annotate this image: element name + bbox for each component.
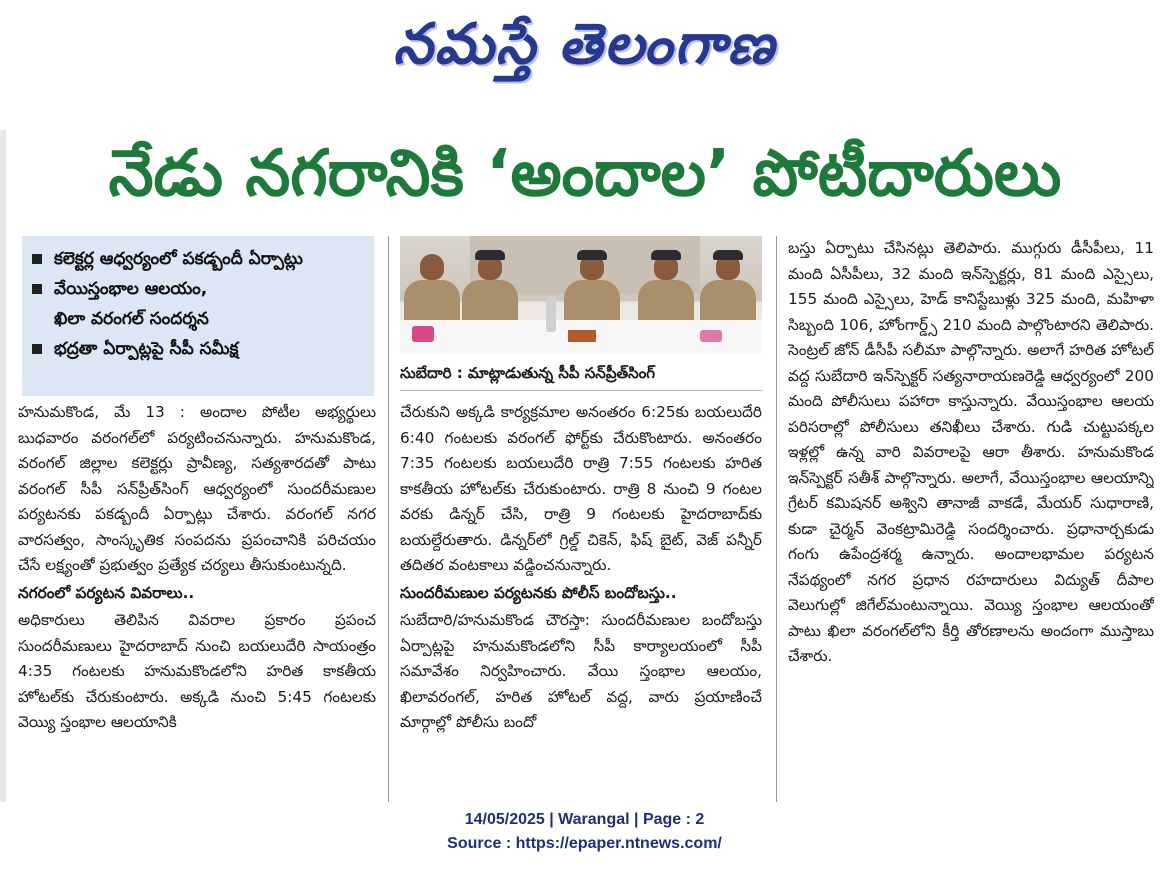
highlight-item [32,334,364,364]
highlight-item [32,244,364,274]
edition-info: 14/05/2025 | Warangal | Page : 2 [464,811,705,828]
article-paragraph: సుబేదారి/హనుమకొండ చౌరస్తా: సుందరీమణుల బందోబస్తు ఏర్పాట్లపై హనుమకొండలోని సీపీ కార్యాలయంలో సీపీ సమావేశం నిర్వహించారు. వేయి స్తంభాల ఆలయం, ఖిలావరంగల్, హరిత హోటల్ వద్ద, వారు ప్రయాణించే మార్గాల్లో పోలీసు బందో [400,611,762,731]
flower-decoration [700,330,722,342]
highlight-item-continued [32,304,364,334]
source-link[interactable]: Source : https://epaper.ntnews.com/ [447,835,722,852]
highlight-text: ఖిలా వరంగల్ సందర్శన [54,309,209,329]
article-paragraph: హనుమకొండ, మే 13 : అందాల పోటీల అభ్యర్థులు బుధవారం వరంగల్‌లో పర్యటించనున్నారు. హనుమకొండ, వరంగల్ జిల్లాల కలెక్టర్లు ప్రావీణ్య, సత్యశారదతో పాటు వరంగల్ సీపీ సన్‌ప్రీత్‌సింగ్ ఆధ్వర్యంలో సుందరీమణుల పర్యటనకు పకడ్బందీ ఏర్పాట్లు చేశారు. వరంగల్ నగర వారసత్వం, సాంస్కృతిక సంపదను ప్రపంచానికి పరిచయం చేసే లక్ష్యంతో ప్రభుత్వం ప్రత్యేక చర్యలు తీసుకుంటున్నది. [18,403,376,574]
masthead [0,0,1169,92]
highlights-box [22,236,374,396]
article-subheading: సుందరీమణుల పర్యటనకు పోలీస్ బందోబస్తు.. [400,583,677,602]
article-paragraph: బస్తు ఏర్పాటు చేసినట్లు తెలిపారు. ముగ్గురు డీసీపీలు, 11 మంది ఏసీపీలు, 32 మంది ఇన్‌స్పెక్టర్లు, 81 మంది ఎస్సైలు, 155 మంది ఎస్సైలు, హెడ్ కానిస్టేబుళ్లు 325 మంది, మహిళా సిబ్బంది 106, హోంగార్డ్స్ 210 మంది పాల్గొంటారని తెలిపారు. సెంట్రల్ జోన్ డీసీపీ సలీమా పాల్గొన్నారు. అలాగే హరిత హోటల్ వద్ద సుబేదారి ఇన్‌స్పెక్టర్ సత్యనారాయణరెడ్డి ఆధ్వర్యంలో 200 మంది పోలీసులు పహారా కాస్తున్నారు. వేయిస్తంభాల ఆలయ పరిసరాల్లో పోలీసులు తనిఖీలు చేశారు. గుడి చుట్టుపక్కల ఇళ్లల్లో ఉన్న వారి వివరాలపై ఆరా తీశారు. హనుమకొండ ఇన్‌స్పెక్టర్ సతీశ్ పాల్గొన్నారు. అలాగే, వేయిస్తంభాల ఆలయాన్ని గ్రేటర్ కమిషనర్ అశ్విని తానాజీ వాకడే, మేయర్ సుధారాణి, కుడా చైర్మన్ వెంకట్రామిరెడ్డి సందర్శించారు. ప్రధానార్చకుడు గంగు ఉపేంద్రశర్మ ఉన్నారు. అందాలభామల పర్యటన నేపథ్యంలో నగర ప్రధాన రహదారులు విద్యుత్ దీపాల వెలుగుల్లో జిగేల్‌మంటున్నాయి. వెయ్యి స్తంభాల ఆలయంతో పాటు ఖిలా వరంగల్‌లోని కీర్తి తోరణాలను అందంగా ముస్తాబు చేశారు. [788,239,1154,665]
photo-caption: సుబేదారి : మాట్లాడుతున్న సీపీ సన్‌ప్రీత్‌సింగ్ [400,356,762,391]
officer-figure [638,250,694,324]
article-column-1 [18,400,376,800]
officer-figure [404,250,460,324]
bullet-icon [32,344,42,354]
article-clipping [0,118,1169,802]
article-subheading: నగరంలో పర్యటన వివరాలు.. [18,583,195,602]
masthead-title: నమస్తే తెలంగాణ [393,12,776,77]
highlight-text: కలెక్టర్ల ఆధ్వర్యంలో పకడ్బందీ ఏర్పాట్లు [54,249,303,269]
column-divider [776,236,777,802]
article-paragraph: అధికారులు తెలిపిన వివరాల ప్రకారం ప్రపంచ సుందరీమణులు హైదరాబాద్ నుంచి బయలుదేరి సాయంత్రం 4:35 గంటలకు హనుమకొండలోని హరిత కాకతీయ హోటల్‌కు చేరుకుంటారు. అక్కడి నుంచి 5:45 గంటలకు వెయ్యి స్తంభాల ఆలయానికి [18,611,376,731]
article-paragraph: చేరుకుని అక్కడి కార్యక్రమాల అనంతరం 6:25కు బయలుదేరి 6:40 గంటలకు వరంగల్ ఫోర్ట్‌కు చేరుకొంటారు. అనంతరం 7:35 గంటలకు బయలుదేరి రాత్రి 7:55 గంటలకు హరిత కాకతీయ హోటల్‌కు చేరుకుంటారు. రాత్రి 8 నుంచి 9 గంటల వరకు డిన్నర్ చేసి, రాత్రి 9 గంటలకు హైదరాబాద్‌కు బయల్దేరుతారు. డిన్నర్‌లో గ్రిల్డ్ చికెన్, ఫిష్ బైట్, వెజ్ పన్నీర్ తదితర వంటకాలు వడ్డించనున్నారు. [400,403,762,574]
highlight-text: భద్రతా ఏర్పాట్లపై సీపీ సమీక్ష [54,339,239,359]
column-divider [388,236,389,802]
officer-figure [564,250,620,324]
flower-decoration [412,326,434,342]
headline: నేడు నగరానికి ‘అందాల’ పోటీదారులు [108,137,1062,211]
highlight-text: వేయిస్తంభాల ఆలయం, [54,279,208,299]
press-meet-photo [400,236,762,354]
bullet-icon [32,254,42,264]
officer-figure [700,250,756,324]
article-column-2 [400,400,762,802]
clip-edge [0,130,6,802]
highlight-item [32,274,364,304]
bullet-icon [32,284,42,294]
water-bottle [546,296,556,332]
source-footer [0,808,1169,856]
article-column-3 [788,236,1154,802]
name-plate [568,330,596,342]
officer-figure [462,250,518,324]
